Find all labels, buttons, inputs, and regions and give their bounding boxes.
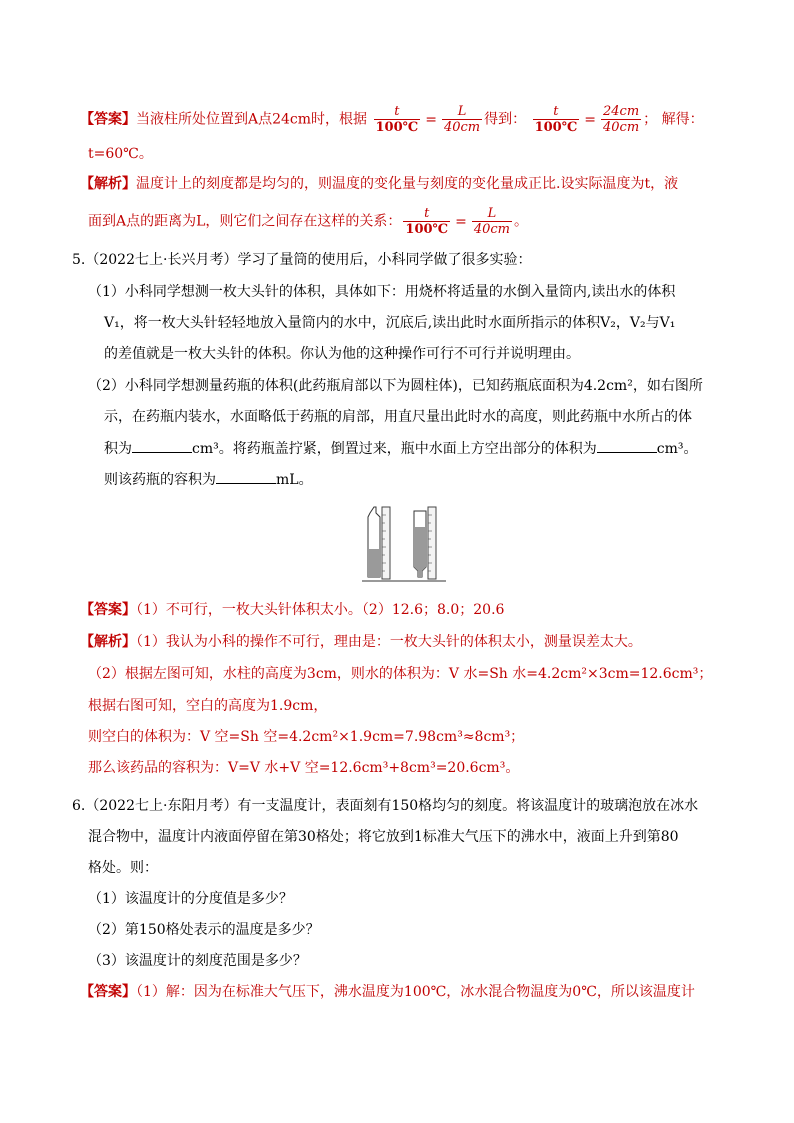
question-5-part2: 则该药瓶的容积为 mL。 — [104, 469, 313, 490]
analysis-line: 面到A点的距离为L，则它们之间存在这样的关系： $\frac{t}{100℃}$ = $\frac{L}{40cm}$ 。 — [88, 206, 529, 237]
question-5-stem: 5.（2022七上·长兴月考）学习了量筒的使用后，小科同学做了很多实验： — [72, 252, 532, 268]
fraction: $\frac{t}{100℃}$ — [534, 104, 578, 135]
question-source: （2022七上·长兴月考） — [85, 252, 238, 268]
question-6-sub: （3）该温度计的刻度范围是多少？ — [88, 953, 307, 969]
answer-line: 【答案】（1）解：因为在标准大气压下，沸水温度为100℃，冰水混合物温度为0℃，所以该温度计 — [80, 984, 695, 1000]
answer-result: t=60℃。 — [88, 146, 153, 162]
answer-text: 当液柱所处位置到A点24cm时，根据 — [136, 111, 368, 128]
answer-tag: 【答案】 — [80, 602, 136, 618]
answer-line: 【答案】（1）不可行，一枚大头针体积太小。（2）12.6；8.0；20.6 — [80, 602, 505, 618]
question-5-part1: 的差值就是一枚大头针的体积。你认为他的这种操作可行不可行并说明理由。 — [104, 346, 580, 362]
question-5-part2: 积为 cm³。将药瓶盖拧紧，倒置过来，瓶中水面上方空出部分的体积为 cm³。 — [104, 438, 697, 459]
fraction: $\frac{L}{40cm}$ — [473, 206, 511, 237]
analysis-line: 根据右图可知，空白的高度为1.9cm， — [88, 698, 328, 714]
question-source: （2022七上·东阳月考） — [85, 798, 238, 814]
bottle-ruler-figure — [362, 505, 446, 585]
fraction: $\frac{t}{100℃}$ — [375, 104, 419, 135]
analysis-line: 【解析】（1）我认为小科的操作不可行，理由是：一枚大头针的体积太小，测量误差太大。 — [80, 634, 642, 650]
answer-tag: 【答案】 — [80, 111, 136, 128]
analysis-line: 则空白的体积为：V 空=Sh 空=4.2cm²×1.9cm=7.98cm³≈8cm³； — [88, 729, 525, 745]
question-5-part2: 示，在药瓶内装水，水面略低于药瓶的肩部，用直尺量出此时水的高度，则此药瓶中水所占的体 — [104, 409, 692, 425]
question-6-stem: 6.（2022七上·东阳月考）有一支温度计，表面刻有150格均匀的刻度。将该温度计的玻璃泡放在冰水 — [72, 798, 699, 814]
question-5-part1: （1）小科同学想测一枚大头针的体积，具体如下：用烧杯将适量的水倒入量筒内,读出水的体积 — [88, 284, 676, 300]
analysis-tag: 【解析】 — [80, 634, 136, 650]
answer-line: 【答案】当液柱所处位置到A点24cm时，根据 $\frac{t}{100℃}$ = $\frac{L}{40cm}$ 得到： $\frac{t}{100℃}$ = $\frac{24cm}{40cm}$ ； 解得： — [80, 104, 704, 135]
answer-blank — [597, 438, 657, 453]
fraction: $\frac{t}{100℃}$ — [405, 206, 449, 237]
question-number: 5. — [72, 252, 86, 268]
question-6-sub: （1）该温度计的分度值是多少？ — [88, 891, 293, 907]
right-ruler — [428, 507, 436, 579]
answer-blank — [132, 438, 192, 453]
analysis-line: 【解析】温度计上的刻度都是均匀的，则温度的变化量与刻度的变化量成正比.设实际温度为t，液 — [80, 176, 679, 192]
left-bottle — [368, 507, 380, 577]
right-bottle — [414, 511, 426, 577]
question-6-sub: （2）第150格处表示的温度是多少？ — [88, 922, 320, 938]
question-5-part2: （2）小科同学想测量药瓶的体积(此药瓶肩部以下为圆柱体)，已知药瓶底面积为4.2cm²，如右图所 — [88, 378, 703, 394]
question-number: 6. — [72, 798, 86, 814]
analysis-line: （2）根据左图可知，水柱的高度为3cm，则水的体积为：V 水=Sh 水=4.2cm²×3cm=12.6cm³； — [88, 666, 713, 682]
answer-blank — [216, 469, 276, 484]
left-ruler — [382, 507, 390, 579]
answer-tag: 【答案】 — [80, 984, 136, 1000]
analysis-tag: 【解析】 — [80, 176, 136, 192]
analysis-line: 那么该药品的容积为：V=V 水+V 空=12.6cm³+8cm³=20.6cm³。 — [88, 760, 520, 776]
fraction: $\frac{L}{40cm}$ — [443, 104, 481, 135]
question-6-stem: 格处。则： — [88, 860, 158, 876]
question-6-stem: 混合物中，温度计内液面停留在第30格处；将它放到1标准大气压下的沸水中，液面上升到第80 — [88, 829, 679, 845]
fraction: $\frac{24cm}{40cm}$ — [603, 104, 640, 135]
question-5-part1: V₁，将一枚大头针轻轻地放入量筒内的水中，沉底后,读出此时水面所指示的体积V₂，V₂与V₁ — [104, 315, 676, 331]
